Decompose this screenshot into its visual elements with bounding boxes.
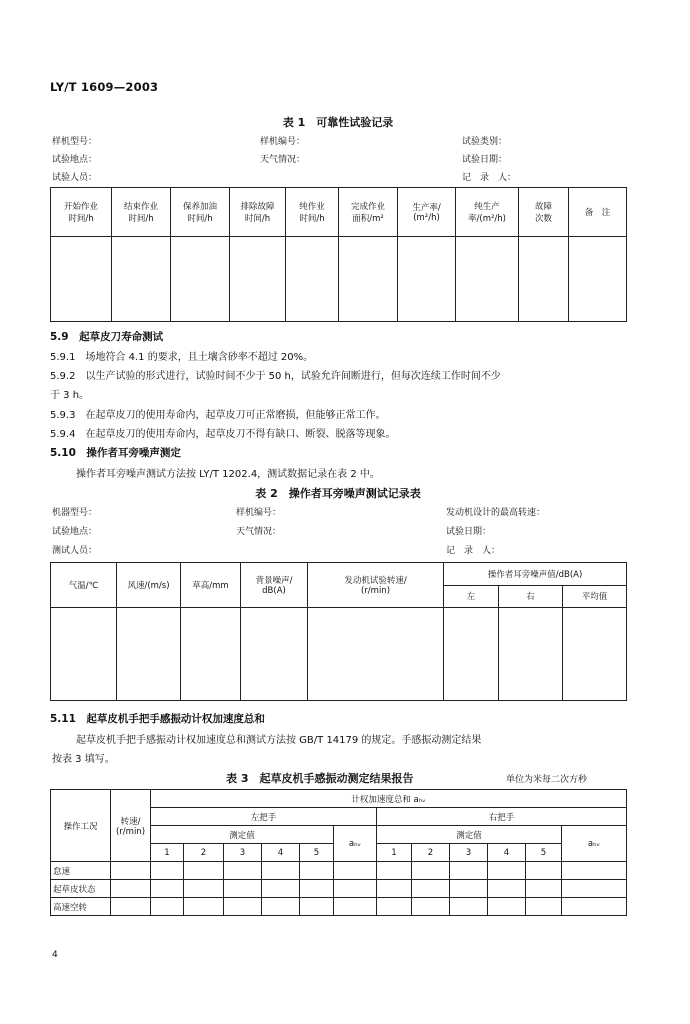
t3-header-speed: 转速/ (r/min) xyxy=(111,790,151,862)
t2-header-background-noise: 背景噪声/ dB(A) xyxy=(241,563,308,608)
table2-title: 表 2 操作者耳旁噪声测试记录表 xyxy=(255,487,421,500)
t3-cell[interactable] xyxy=(488,898,526,916)
t3-cell[interactable] xyxy=(526,898,562,916)
t1-cell[interactable] xyxy=(51,237,112,322)
s59-item: 5.9.1 场地符合 4.1 的要求，且土壤含砂率不超过 20%。 xyxy=(50,352,314,363)
t3-row-label: 怠速 xyxy=(51,862,111,880)
t3-num: 1 xyxy=(151,844,184,862)
t1-header-cell: 生产率/ (m²/h) xyxy=(398,188,456,237)
t2-meta: 记 录 人： xyxy=(446,546,501,556)
t3-cell[interactable] xyxy=(151,898,184,916)
t2-header-right: 右 xyxy=(499,585,563,608)
t2-header-engine-speed: 发动机试验转速/ (r/min) xyxy=(308,563,444,608)
t3-cell[interactable] xyxy=(334,880,377,898)
t3-cell[interactable] xyxy=(526,862,562,880)
t3-num: 5 xyxy=(526,844,562,862)
t3-cell[interactable] xyxy=(526,880,562,898)
t3-num: 4 xyxy=(488,844,526,862)
t3-cell[interactable] xyxy=(488,880,526,898)
t3-cell[interactable] xyxy=(562,898,627,916)
t3-cell[interactable] xyxy=(262,898,300,916)
s59-item: 于 3 h。 xyxy=(50,390,90,401)
t2-header-left: 左 xyxy=(444,585,499,608)
t2-meta: 机器型号： xyxy=(52,508,98,518)
t2-cell[interactable] xyxy=(499,608,563,701)
t1-meta: 试验类别： xyxy=(462,137,508,147)
t3-cell[interactable] xyxy=(151,880,184,898)
t3-cell[interactable] xyxy=(450,862,488,880)
t1-cell[interactable] xyxy=(286,237,339,322)
t3-cell[interactable] xyxy=(488,862,526,880)
t3-cell[interactable] xyxy=(300,862,334,880)
t2-cell[interactable] xyxy=(308,608,444,701)
t3-header-measured-right: 测定值 xyxy=(377,826,562,844)
t3-cell[interactable] xyxy=(377,880,412,898)
section-5-11-title: 5.11 起草皮机手把手感振动计权加速度总和 xyxy=(50,713,265,725)
table1-title: 表 1 可靠性试验记录 xyxy=(282,116,394,129)
t2-cell[interactable] xyxy=(117,608,181,701)
t2-cell[interactable] xyxy=(181,608,241,701)
t1-cell[interactable] xyxy=(398,237,456,322)
t2-header-noise: 操作者耳旁噪声值/dB(A) xyxy=(444,563,627,586)
t3-cell[interactable] xyxy=(300,898,334,916)
t1-header-cell: 结束作业 时间/h xyxy=(112,188,171,237)
t2-cell[interactable] xyxy=(241,608,308,701)
t3-cell[interactable] xyxy=(450,880,488,898)
t1-cell[interactable] xyxy=(339,237,398,322)
t1-meta: 样机型号： xyxy=(52,137,98,147)
s59-item: 5.9.4 在起草皮刀的使用寿命内，起草皮刀不得有缺口、断裂、脱落等现象。 xyxy=(50,429,396,440)
t3-cell[interactable] xyxy=(334,898,377,916)
table3 xyxy=(50,789,627,916)
s511-para: 按表 3 填写。 xyxy=(52,754,115,765)
s511-para: 起草皮机手把手感振动计权加速度总和测试方法按 GB/T 14179 的规定。手感振动测定结果 xyxy=(76,735,482,746)
t3-num: 4 xyxy=(262,844,300,862)
page-number: 4 xyxy=(52,950,58,960)
t3-row-label: 高速空转 xyxy=(51,898,111,916)
t3-num: 2 xyxy=(412,844,450,862)
t2-meta: 测试人员： xyxy=(52,546,98,556)
t3-cell[interactable] xyxy=(262,862,300,880)
t1-header-cell: 保养加油 时间/h xyxy=(171,188,230,237)
t3-num: 5 xyxy=(300,844,334,862)
t3-cell[interactable] xyxy=(412,862,450,880)
standard-code: LY/T 1609—2003 xyxy=(50,80,159,94)
t1-meta: 样机编号： xyxy=(260,137,306,147)
t3-cell[interactable] xyxy=(300,880,334,898)
t1-meta: 试验地点： xyxy=(52,155,98,165)
s59-item: 5.9.2 以生产试验的形式进行，试验时间不少于 50 h，试验允许间断进行，但每次连续工作时间不少 xyxy=(50,371,501,382)
t3-header-measured-left: 测定值 xyxy=(151,826,334,844)
t3-header-condition: 操作工况 xyxy=(51,790,111,862)
t2-header-wind: 风速/(m/s) xyxy=(117,563,181,608)
t3-cell[interactable] xyxy=(184,862,224,880)
t1-header-cell: 纯作业 时间/h xyxy=(286,188,339,237)
t3-header-ahv-right: aₕᵥ xyxy=(562,826,627,862)
t3-cell[interactable] xyxy=(224,880,262,898)
t2-meta: 试验地点： xyxy=(52,527,98,537)
t1-header-cell: 纯生产 率/(m²/h) xyxy=(456,188,519,237)
t3-cell[interactable] xyxy=(262,880,300,898)
section-5-10-title: 5.10 操作者耳旁噪声测定 xyxy=(50,447,181,459)
t2-meta: 发动机设计的最高转速： xyxy=(446,508,546,518)
t1-header-cell: 开始作业 时间/h xyxy=(51,188,112,237)
t3-cell[interactable] xyxy=(151,862,184,880)
t3-cell[interactable] xyxy=(377,898,412,916)
t2-meta: 样机编号： xyxy=(236,508,282,518)
t1-header-cell: 排除故障 时间/h xyxy=(230,188,286,237)
t2-cell[interactable] xyxy=(444,608,499,701)
t3-row-label: 起草皮状态 xyxy=(51,880,111,898)
t2-header-average: 平均值 xyxy=(563,585,627,608)
t3-cell[interactable] xyxy=(224,898,262,916)
t1-cell[interactable] xyxy=(456,237,519,322)
t2-header-temp: 气温/℃ xyxy=(51,563,117,608)
t3-cell[interactable] xyxy=(224,862,262,880)
t3-cell[interactable] xyxy=(562,880,627,898)
table1 xyxy=(50,187,627,322)
section-5-9-title: 5.9 起草皮刀寿命测试 xyxy=(50,331,164,343)
t1-header-cell: 故障 次数 xyxy=(519,188,569,237)
t1-header-cell: 完成作业 面积/m² xyxy=(339,188,398,237)
t2-cell[interactable] xyxy=(51,608,117,701)
t3-cell[interactable] xyxy=(377,862,412,880)
t3-header-left-handle: 左把手 xyxy=(151,808,377,826)
t2-meta: 试验日期： xyxy=(446,527,492,537)
t2-meta: 天气情况： xyxy=(236,527,282,537)
t1-cell[interactable] xyxy=(112,237,171,322)
t3-cell[interactable] xyxy=(334,862,377,880)
table3-unit: 单位为米每二次方秒 xyxy=(506,775,588,785)
t3-num: 1 xyxy=(377,844,412,862)
t3-header-right-handle: 右把手 xyxy=(377,808,627,826)
t3-cell[interactable] xyxy=(111,862,151,880)
t3-num: 2 xyxy=(184,844,224,862)
t1-meta: 记 录 人： xyxy=(462,173,517,183)
s59-item: 5.9.3 在起草皮刀的使用寿命内，起草皮刀可正常磨损，但能够正常工作。 xyxy=(50,410,386,421)
t1-header-cell: 备 注 xyxy=(569,188,627,237)
t3-num: 3 xyxy=(224,844,262,862)
t2-header-grass: 草高/mm xyxy=(181,563,241,608)
t3-header-ahv-left: aₕᵥ xyxy=(334,826,377,862)
t3-cell[interactable] xyxy=(412,880,450,898)
s510-para: 操作者耳旁噪声测试方法按 LY/T 1202.4，测试数据记录在表 2 中。 xyxy=(76,469,380,480)
t1-cell[interactable] xyxy=(171,237,230,322)
table3-title: 表 3 起草皮机手感振动测定结果报告 xyxy=(226,772,414,785)
t3-header-weighted: 计权加速度总和 aₕᵥ xyxy=(151,790,627,808)
t2-cell[interactable] xyxy=(563,608,627,701)
table2 xyxy=(50,562,627,701)
t1-meta: 试验日期： xyxy=(462,155,508,165)
t1-cell[interactable] xyxy=(569,237,627,322)
t3-cell[interactable] xyxy=(111,880,151,898)
t3-cell[interactable] xyxy=(450,898,488,916)
t1-meta: 天气情况： xyxy=(260,155,306,165)
t3-num: 3 xyxy=(450,844,488,862)
t3-cell[interactable] xyxy=(184,898,224,916)
t3-cell[interactable] xyxy=(111,898,151,916)
t3-cell[interactable] xyxy=(412,898,450,916)
t3-cell[interactable] xyxy=(184,880,224,898)
t1-cell[interactable] xyxy=(519,237,569,322)
t3-cell[interactable] xyxy=(562,862,627,880)
t1-cell[interactable] xyxy=(230,237,286,322)
t1-meta: 试验人员： xyxy=(52,173,98,183)
